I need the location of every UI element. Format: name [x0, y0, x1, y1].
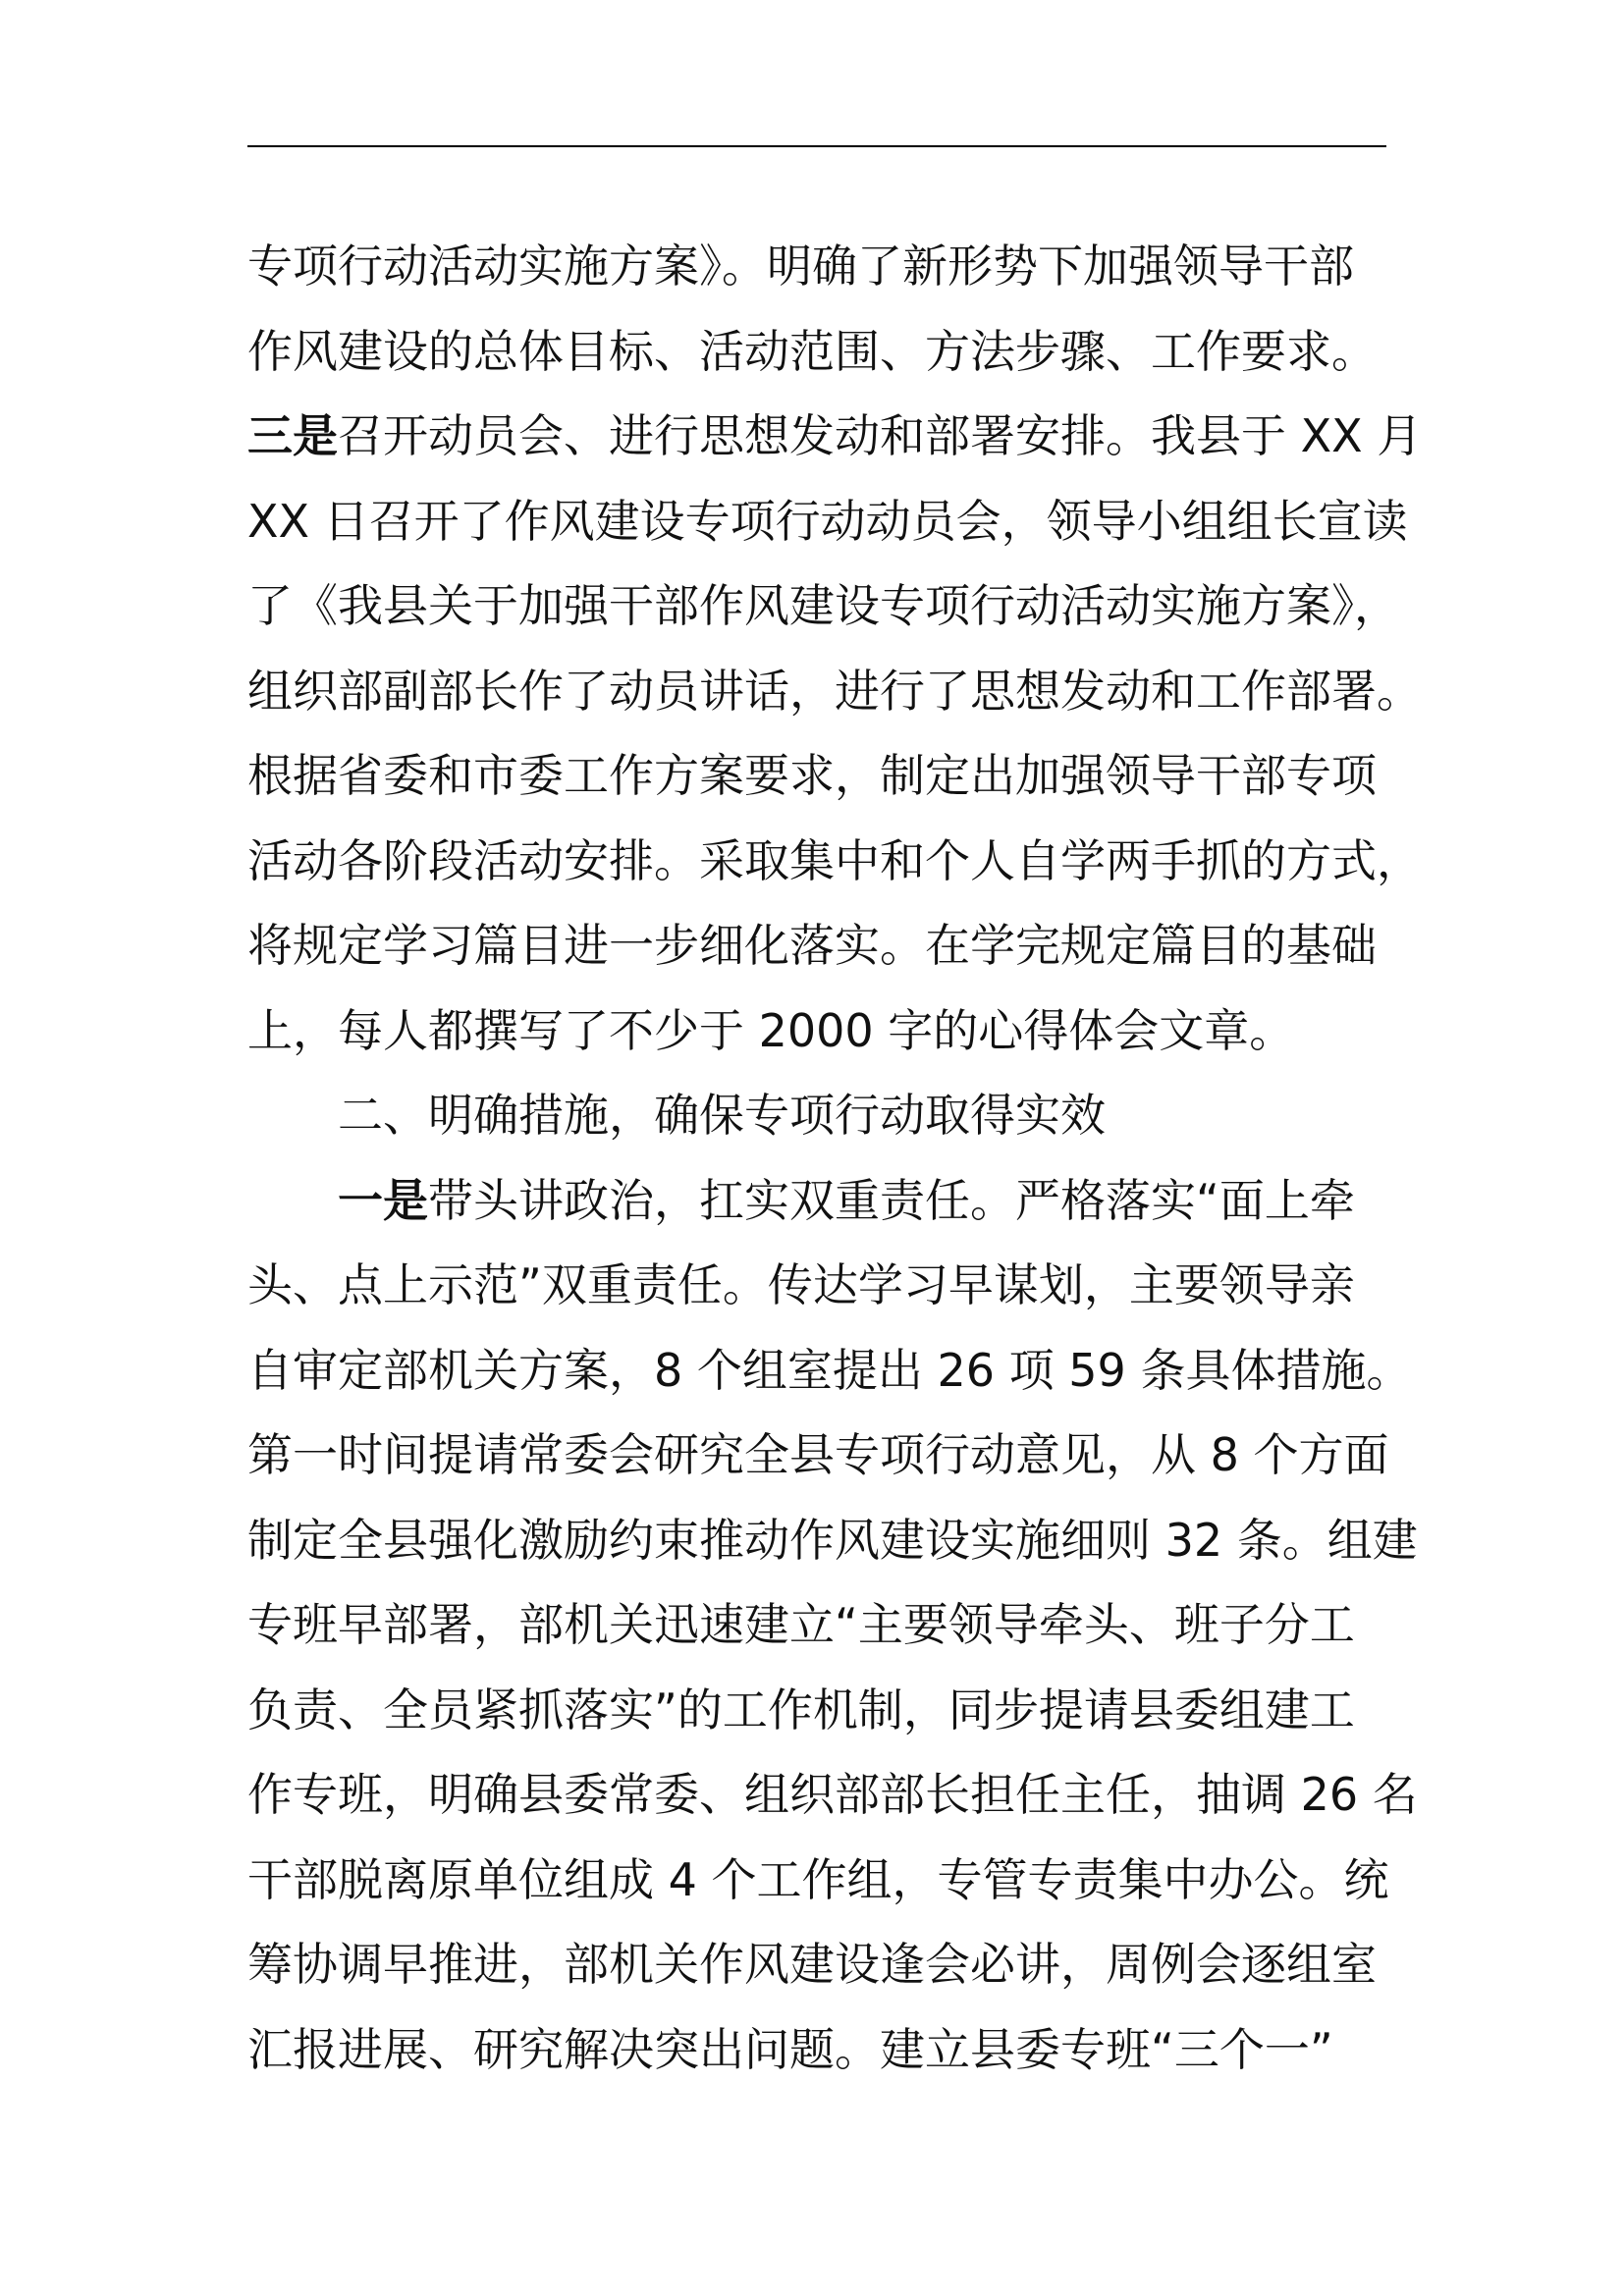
line-text: 专班早部署，部机关迅速建立“主要领导牵头、班子分工: [247, 1598, 1355, 1651]
text-line: [247, 563, 1399, 649]
text-line: [247, 394, 1423, 479]
text-line: [247, 819, 1422, 904]
bold-lead-phrase: 三是: [247, 409, 338, 462]
text-line: [247, 1328, 1412, 1414]
line-text: 制定全县强化激励约束推动作风建设实施细则 32 条。组建: [247, 1513, 1418, 1567]
text-line: [247, 733, 1386, 819]
text-line: [247, 1498, 1418, 1583]
line-text: 了《我县关于加强干部作风建设专项行动活动实施方案》，: [247, 579, 1399, 632]
header-rule: [247, 145, 1386, 147]
line-text: 召开动员会、进行思想发动和部署安排。我县于 XX 月: [338, 409, 1423, 462]
line-text: XX 日召开了作风建设专项行动动员会，领导小组组长宣读: [247, 494, 1408, 548]
line-text: 作专班，明确县委常委、组织部部长担任主任，抽调 26 名: [247, 1768, 1418, 1821]
line-text: 组织部副部长作了动员讲话，进行了思想发动和工作部署。: [247, 664, 1422, 718]
text-line: [247, 903, 1386, 988]
section-heading-text: 二、明确措施，确保专项行动取得实效: [338, 1089, 1106, 1142]
line-text: 专项行动活动实施方案》。明确了新形势下加强领导干部: [247, 240, 1354, 293]
line-text: 负责、全员紧抓落实”的工作机制，同步提请县委组建工: [247, 1682, 1355, 1736]
text-line: [247, 649, 1422, 734]
text-line: [247, 1158, 1386, 1244]
text-line: [247, 309, 1386, 395]
text-line: [247, 1838, 1389, 1923]
text-line: [247, 988, 1386, 1074]
line-text: 作风建设的总体目标、活动范围、方法步骤、工作要求。: [247, 324, 1377, 378]
line-text: 头、点上示范”双重责任。传达学习早谋划，主要领导亲: [247, 1258, 1355, 1311]
text-line: [247, 1243, 1386, 1328]
line-text: 将规定学习篇目进一步细化落实。在学完规定篇目的基础: [247, 919, 1377, 972]
body-text: [247, 224, 1423, 2092]
text-line: [247, 1668, 1386, 1753]
line-text: 干部脱离原单位组成 4 个工作组，专管专责集中办公。统: [247, 1852, 1389, 1906]
line-text: 活动各阶段活动安排。采取集中和个人自学两手抓的方式，: [247, 833, 1422, 887]
line-text: 带头讲政治，扛实双重责任。严格落实“面上牵: [428, 1173, 1355, 1227]
text-line: [247, 1582, 1386, 1668]
section-heading: [247, 1073, 1386, 1158]
line-text: 第一时间提请常委会研究全县专项行动意见，从 8 个方面: [247, 1428, 1389, 1481]
bold-lead-phrase: 一是: [338, 1173, 428, 1227]
line-text: 筹协调早推进，部机关作风建设逢会必讲，周例会逐组室: [247, 1938, 1377, 1991]
text-line: [247, 224, 1386, 309]
text-line: [247, 479, 1408, 564]
text-line: [247, 1752, 1418, 1838]
line-text: 自审定部机关方案，8 个组室提出 26 项 59 条具体措施。: [247, 1343, 1412, 1397]
line-text: 汇报进展、研究解决突出问题。建立县委专班“三个一”: [247, 2022, 1333, 2076]
text-line: [247, 1413, 1389, 1498]
line-text: 上，每人都撰写了不少于 2000 字的心得体会文章。: [247, 1003, 1295, 1057]
line-text: 根据省委和市委工作方案要求，制定出加强领导干部专项: [247, 749, 1377, 802]
text-line: [247, 2007, 1386, 2093]
text-line: [247, 1922, 1386, 2007]
